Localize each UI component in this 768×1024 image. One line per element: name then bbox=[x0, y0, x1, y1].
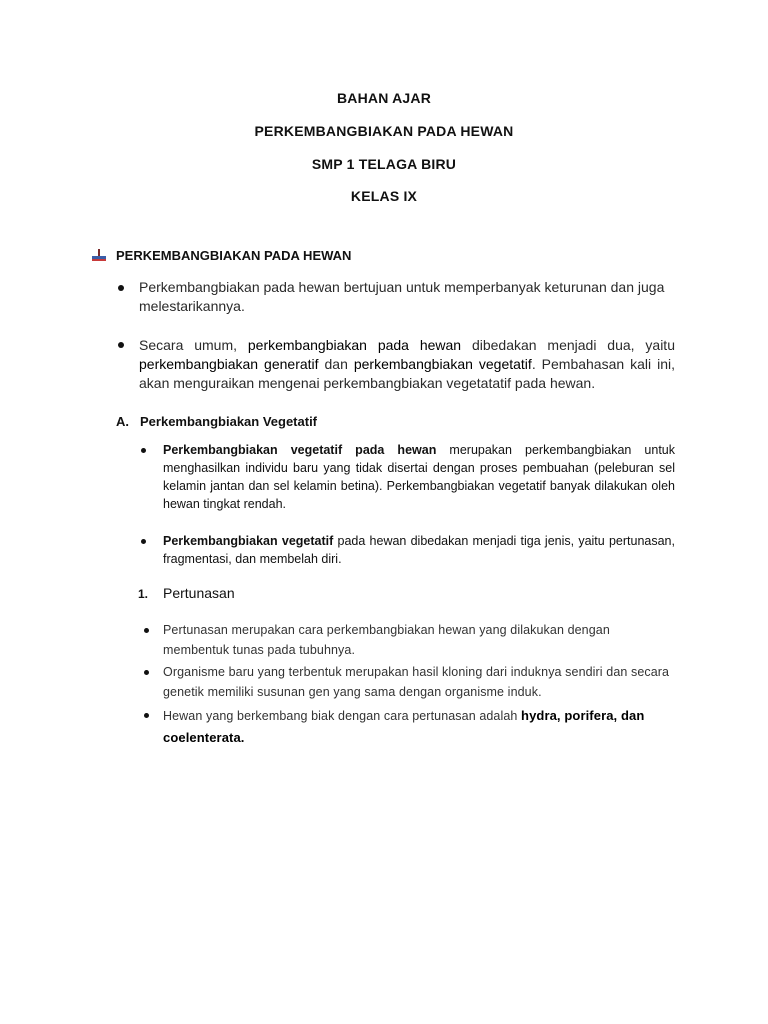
text-run: merupakan perkembangbiakan untuk menghasilkan individu baru yang tidak disertai dengan proses pembuahan (peleburan sel kelamin jantan dan sel kelamin betina). Perkembangbiakan vegetatif banyak dilakukan oleh hewan tingkat rendah. bbox=[163, 443, 676, 511]
text-run: dibedakan menjadi dua, yaitu bbox=[461, 337, 675, 353]
text-run: Secara umum, bbox=[139, 337, 248, 353]
bullet-dot bbox=[144, 628, 149, 633]
section-title: PERKEMBANGBIAKAN PADA HEWAN bbox=[116, 248, 352, 263]
text-run-emphasis: perkembangbiakan generatif bbox=[139, 356, 319, 372]
subsection-label: A. bbox=[116, 414, 129, 429]
bullet-dot bbox=[118, 285, 124, 291]
intro-paragraph-2 bbox=[139, 336, 675, 393]
text-run-bold: Perkembangbiakan vegetatif pada hewan bbox=[163, 443, 437, 457]
pertunasan-heading bbox=[138, 585, 235, 601]
bullet-dot bbox=[118, 342, 124, 348]
text-run: . Pembahasan kali ini, akan menguraikan mengenai perkembangbiakan vegetatatif pada hewan. bbox=[139, 356, 675, 391]
text-run-emphasis: hydra, porifera, dan coelenterata. bbox=[163, 708, 645, 745]
text-run-emphasis: perkembangbiakan pada hewan bbox=[247, 337, 462, 353]
text-run-bold: Perkembangbiakan vegetatif bbox=[163, 534, 334, 548]
text-run: pada hewan dibedakan menjadi tiga jenis, yaitu pertunasan, fragmentasi, dan membelah diri. bbox=[163, 534, 675, 566]
vegetatif-types bbox=[163, 532, 675, 568]
intro-paragraph-1: Perkembangbiakan pada hewan bertujuan untuk memperbanyak keturunan dan juga melestarikannya. bbox=[139, 279, 665, 314]
doc-title-line4: KELAS IX bbox=[350, 188, 418, 204]
list-item: Organisme baru yang terbentuk merupakan hasil kloning dari induknya sendiri dan secara genetik memiliki susunan gen yang sama dengan organisme induk. bbox=[163, 665, 670, 699]
list-number: 1. bbox=[138, 587, 149, 601]
bullet-dot bbox=[141, 448, 146, 453]
text-run: Hewan yang berkembang biak dengan cara pertunasan adalah bbox=[163, 709, 522, 723]
list-item bbox=[163, 705, 663, 749]
text-run-emphasis: perkembangbiakan vegetatif bbox=[353, 356, 532, 372]
bullet-dot bbox=[144, 670, 149, 675]
pertunasan-title: Pertunasan bbox=[163, 585, 235, 601]
bullet-marker-icon bbox=[92, 249, 106, 263]
bullet-dot bbox=[144, 713, 149, 718]
subsection-a-heading bbox=[116, 414, 317, 429]
bullet-dot bbox=[141, 539, 146, 544]
section-heading bbox=[92, 248, 351, 263]
text-run: dan bbox=[318, 356, 354, 372]
doc-title-line1: BAHAN AJAR bbox=[336, 90, 432, 106]
subsection-title: Perkembangbiakan Vegetatif bbox=[140, 414, 318, 429]
vegetatif-definition bbox=[163, 441, 675, 513]
doc-title-line2: PERKEMBANGBIAKAN PADA HEWAN bbox=[254, 123, 514, 139]
list-item: Pertunasan merupakan cara perkembangbiakan hewan yang dilakukan dengan membentuk tunas pada tubuhnya. bbox=[163, 623, 610, 657]
doc-title-line3: SMP 1 TELAGA BIRU bbox=[311, 156, 457, 172]
